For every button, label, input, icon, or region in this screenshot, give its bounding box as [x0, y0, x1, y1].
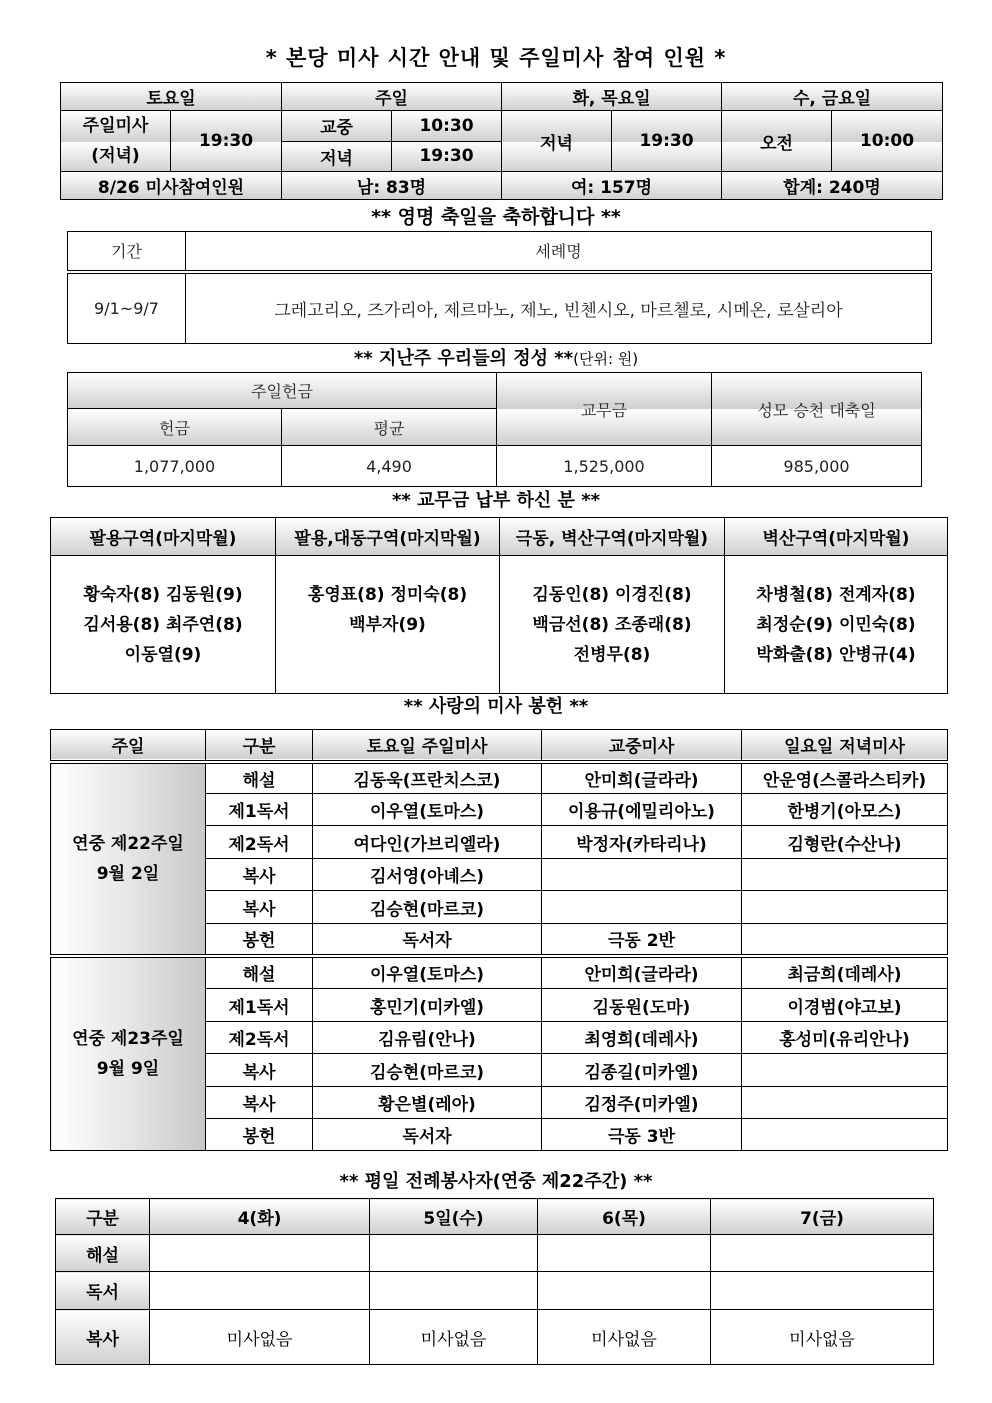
dues-names-geukdong-byeoksan — [500, 556, 725, 694]
role-cell: 해설 — [206, 956, 313, 989]
week22-date: 9월 2일 — [96, 863, 160, 884]
list-item: 백부자(9) — [349, 615, 426, 635]
evening-mass-cell: 최금희(데레사) — [742, 956, 948, 989]
dues-header-palyong-daedong: 팔용,대동구역(마지막월) — [276, 518, 500, 556]
saturday-mass-cell: 황은별(레아) — [313, 1087, 542, 1119]
feast-col-period: 기간 — [68, 232, 186, 272]
saturday-mass-cell: 여다인(가브리엘라) — [313, 826, 542, 859]
weekday-cell — [711, 1272, 934, 1310]
sunday-main-label: 교중 — [282, 111, 392, 142]
weekday-header-role: 구분 — [56, 1199, 150, 1235]
offering-heading — [0, 344, 992, 370]
saturday-mass-cell: 이우열(토마스) — [313, 956, 542, 989]
main-mass-cell — [542, 891, 742, 924]
evening-mass-cell: 김형란(수산나) — [742, 826, 948, 859]
feast-table — [67, 231, 932, 344]
list-item: 전병무(8) — [573, 645, 651, 665]
list-item: 황숙자(8) 김동원(9) — [83, 585, 243, 605]
list-item: 김서용(8) 최주연(8) — [83, 615, 243, 635]
main-mass-cell: 이용규(에밀리아노) — [542, 794, 742, 826]
dues-header-palyong: 팔용구역(마지막월) — [51, 518, 276, 556]
role-cell: 복사 — [206, 859, 313, 891]
offering-col-parish: 교무금 — [497, 373, 712, 446]
role-cell: 복사 — [206, 1054, 313, 1087]
main-mass-cell: 극동 3반 — [542, 1119, 742, 1151]
saturday-mass-cell: 홍민기(미카엘) — [313, 989, 542, 1022]
service-header-main-mass: 교중미사 — [542, 730, 742, 762]
week22-label — [51, 762, 206, 956]
wed-fri-time: 10:00 — [832, 111, 943, 172]
feast-col-names: 세례명 — [186, 232, 932, 272]
weekday-header-tue: 4(화) — [150, 1199, 370, 1235]
feast-names: 그레고리오, 즈가리아, 제르마노, 제노, 빈첸시오, 마르첼로, 시메온, 로살리아 — [186, 272, 932, 344]
tue-thu-label: 저녁 — [502, 111, 612, 172]
role-cell: 봉헌 — [206, 924, 313, 956]
role-cell: 복사 — [206, 1087, 313, 1119]
saturday-mass-cell: 김서영(아녜스) — [313, 859, 542, 891]
sunday-evening-label: 저녁 — [282, 141, 392, 172]
role-cell: 제2독서 — [206, 826, 313, 859]
list-item: 이동열(9) — [124, 645, 202, 665]
offering-assumption: 985,000 — [712, 446, 922, 487]
role-cell: 해설 — [206, 762, 313, 794]
service-header-evening-mass: 일요일 저녁미사 — [742, 730, 948, 762]
week23-date: 9월 9일 — [96, 1058, 160, 1079]
main-mass-cell: 안미희(글라라) — [542, 956, 742, 989]
main-mass-cell: 김종길(미카엘) — [542, 1054, 742, 1087]
weekday-cell — [150, 1235, 370, 1272]
wed-fri-label: 오전 — [722, 111, 832, 172]
service-heading: ** 사랑의 미사 봉헌 ** — [403, 696, 589, 717]
role-cell: 제2독서 — [206, 1022, 313, 1054]
weekday-cell: 미사없음 — [711, 1310, 934, 1365]
weekday-header-wed: 5일(수) — [370, 1199, 538, 1235]
weekday-role-server: 복사 — [56, 1310, 150, 1365]
weekday-cell: 미사없음 — [538, 1310, 711, 1365]
offering-col-cash: 헌금 — [68, 409, 282, 446]
weekday-table — [55, 1198, 934, 1365]
attendance-male: 남: 83명 — [282, 172, 502, 200]
list-item: 박화출(8) 안병규(4) — [756, 645, 916, 665]
saturday-label-line1: 주일미사 — [82, 116, 149, 136]
table-row — [51, 762, 948, 794]
main-mass-cell: 김정주(미카엘) — [542, 1087, 742, 1119]
header-wed-fri: 수, 금요일 — [722, 83, 943, 111]
weekday-cell — [538, 1272, 711, 1310]
tue-thu-time: 19:30 — [612, 111, 722, 172]
weekday-cell — [711, 1235, 934, 1272]
evening-mass-cell — [742, 1119, 948, 1151]
main-mass-cell: 안미희(글라라) — [542, 762, 742, 794]
offering-unit: (단위: 원) — [573, 350, 639, 368]
dues-heading: ** 교무금 납부 하신 분 ** — [391, 490, 601, 511]
role-cell: 제1독서 — [206, 989, 313, 1022]
list-item: 차병철(8) 전계자(8) — [756, 585, 916, 605]
saturday-mass-cell: 김동욱(프란치스코) — [313, 762, 542, 794]
week23-title: 연중 제23주일 — [72, 1028, 184, 1049]
table-row — [56, 1272, 934, 1310]
saturday-mass-cell: 독서자 — [313, 924, 542, 956]
weekday-cell — [538, 1235, 711, 1272]
main-mass-cell: 김동원(도마) — [542, 989, 742, 1022]
role-cell: 봉헌 — [206, 1119, 313, 1151]
dues-table — [50, 517, 948, 694]
evening-mass-cell — [742, 1054, 948, 1087]
header-saturday: 토요일 — [61, 83, 282, 111]
service-header-role: 구분 — [206, 730, 313, 762]
dues-header-byeoksan: 벽산구역(마지막월) — [725, 518, 948, 556]
evening-mass-cell — [742, 924, 948, 956]
saturday-time: 19:30 — [171, 111, 282, 172]
list-item: 백금선(8) 조종래(8) — [532, 615, 692, 635]
evening-mass-cell: 이경범(야고보) — [742, 989, 948, 1022]
weekday-header-fri: 7(금) — [711, 1199, 934, 1235]
header-sunday: 주일 — [282, 83, 502, 111]
saturday-mass-cell: 독서자 — [313, 1119, 542, 1151]
sunday-evening-time: 19:30 — [392, 141, 502, 172]
offering-col-assumption: 성모 승천 대축일 — [712, 373, 922, 446]
service-header-saturday-mass: 토요일 주일미사 — [313, 730, 542, 762]
feast-heading: ** 영명 축일을 축하합니다 ** — [371, 206, 621, 228]
list-item: 홍영표(8) 정미숙(8) — [307, 585, 468, 605]
sunday-main-time: 10:30 — [392, 111, 502, 142]
table-row — [56, 1235, 934, 1272]
evening-mass-cell: 안운영(스콜라스티카) — [742, 762, 948, 794]
evening-mass-cell — [742, 891, 948, 924]
weekday-cell: 미사없음 — [370, 1310, 538, 1365]
week23-label — [51, 956, 206, 1151]
attendance-label: 8/26 미사참여인원 — [61, 172, 282, 200]
table-row — [51, 956, 948, 989]
weekday-header-thu: 6(목) — [538, 1199, 711, 1235]
weekday-role-commentary: 해설 — [56, 1235, 150, 1272]
saturday-mass-cell: 김유림(안나) — [313, 1022, 542, 1054]
evening-mass-cell: 홍성미(유리안나) — [742, 1022, 948, 1054]
evening-mass-cell — [742, 1087, 948, 1119]
evening-mass-cell: 한병기(아모스) — [742, 794, 948, 826]
main-mass-cell: 박정자(카타리나) — [542, 826, 742, 859]
main-mass-cell: 극동 2반 — [542, 924, 742, 956]
offering-heading-text: ** 지난주 우리들의 정성 ** — [353, 348, 574, 369]
attendance-female: 여: 157명 — [502, 172, 722, 200]
weekday-cell — [150, 1272, 370, 1310]
saturday-label — [61, 111, 171, 172]
dues-header-geukdong-byeoksan: 극동, 벽산구역(마지막월) — [500, 518, 725, 556]
offering-avg: 4,490 — [282, 446, 497, 487]
saturday-mass-cell: 이우열(토마스) — [313, 794, 542, 826]
weekday-cell — [370, 1235, 538, 1272]
header-tue-thu: 화, 목요일 — [502, 83, 722, 111]
role-cell: 복사 — [206, 891, 313, 924]
week22-title: 연중 제22주일 — [72, 833, 184, 854]
dues-names-byeoksan — [725, 556, 948, 694]
weekday-cell — [370, 1272, 538, 1310]
page-title: * 본당 미사 시간 안내 및 주일미사 참여 인원 * — [265, 46, 727, 70]
main-mass-cell — [542, 859, 742, 891]
saturday-mass-cell: 김승현(마르코) — [313, 891, 542, 924]
weekday-role-reading: 독서 — [56, 1272, 150, 1310]
table-row — [56, 1310, 934, 1365]
service-header-sunday: 주일 — [51, 730, 206, 762]
offering-group-label: 주일헌금 — [68, 373, 497, 409]
main-mass-cell: 최영희(데레사) — [542, 1022, 742, 1054]
evening-mass-cell — [742, 859, 948, 891]
saturday-mass-cell: 김승현(마르코) — [313, 1054, 542, 1087]
offering-cash: 1,077,000 — [68, 446, 282, 487]
weekday-heading: ** 평일 전례봉사자(연중 제22주간) ** — [339, 1171, 653, 1192]
saturday-label-line2: (저녁) — [91, 146, 140, 166]
service-table — [50, 729, 948, 1151]
role-cell: 제1독서 — [206, 794, 313, 826]
offering-col-avg: 평균 — [282, 409, 497, 446]
list-item: 김동인(8) 이경진(8) — [532, 585, 692, 605]
list-item: 최정순(9) 이민숙(8) — [756, 615, 916, 635]
attendance-total: 합계: 240명 — [722, 172, 943, 200]
feast-period: 9/1~9/7 — [68, 272, 186, 344]
mass-schedule-table — [60, 82, 943, 200]
weekday-cell: 미사없음 — [150, 1310, 370, 1365]
offering-parish: 1,525,000 — [497, 446, 712, 487]
dues-names-palyong — [51, 556, 276, 694]
offering-table — [67, 372, 922, 487]
dues-names-palyong-daedong — [276, 556, 500, 694]
